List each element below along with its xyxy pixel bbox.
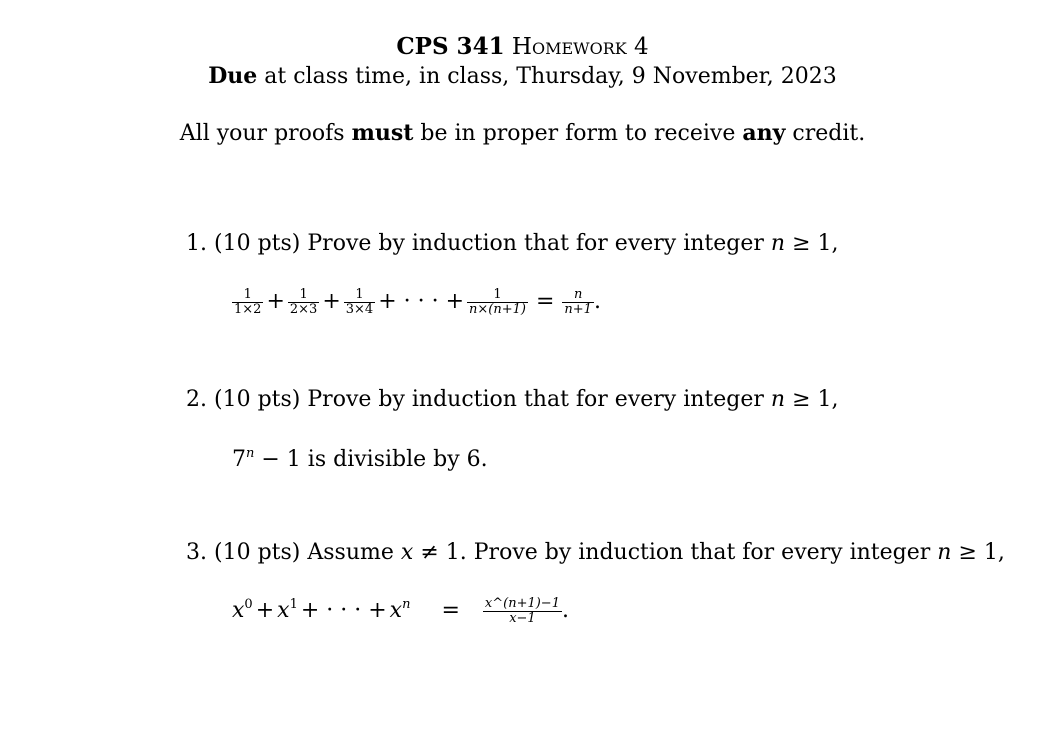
course-code: CPS 341 bbox=[396, 33, 505, 60]
problem-intro: Prove by induction that for every integer bbox=[307, 387, 764, 412]
statement-text: − 1 is divisible by 6. bbox=[254, 447, 488, 472]
due-label: Due bbox=[208, 63, 258, 89]
equals-sign: = bbox=[441, 598, 460, 624]
relation: ≥ 1, bbox=[958, 540, 1005, 565]
fraction-rhs: $\frac{x\^{}(n+1)-1}{x-1}$ bbox=[484, 596, 560, 626]
problem-points: (10 pts) bbox=[214, 387, 301, 412]
problem-points: (10 pts) bbox=[214, 540, 301, 565]
problem-3-equation: $x^0 + x^1$ + · · · + $x^n$ = $\frac{x\^{}(n+1)-1}{x-1}$ . bbox=[232, 596, 569, 626]
proof-notice bbox=[0, 120, 1045, 146]
fraction-term-1: $\frac{1}{1\times 2}$ bbox=[234, 287, 262, 317]
problem-points: (10 pts) bbox=[214, 231, 301, 256]
problem-2-heading bbox=[186, 387, 839, 412]
period: . bbox=[561, 598, 569, 624]
problem-1-heading bbox=[186, 231, 839, 256]
ellipsis: + · · · + bbox=[300, 598, 387, 624]
problem-number: 1. bbox=[186, 231, 207, 256]
page-title bbox=[0, 33, 1045, 60]
assume-word: Assume bbox=[307, 540, 394, 565]
notice-text-2: be in proper form to receive bbox=[413, 121, 743, 146]
relation: ≥ 1, bbox=[792, 231, 839, 256]
problem-1-equation: $\frac{1}{1\times 2}$ + $\frac{1}{2\times 3}$ + $\frac{1}{3\times 4}$ + · · · + $\frac{1}{n\times(n+1)}$ = $\frac{n}{n+1}$ . bbox=[234, 287, 601, 317]
problem-3-heading bbox=[186, 540, 1005, 565]
due-line bbox=[0, 63, 1045, 89]
ellipsis: + · · · + bbox=[378, 289, 465, 315]
assignment-name: Homework 4 bbox=[511, 34, 649, 60]
notice-text-1: All your proofs bbox=[179, 121, 352, 146]
fraction-rhs: $\frac{n}{n+1}$ bbox=[564, 287, 592, 317]
base: 7 bbox=[232, 447, 246, 472]
notice-bold-any: any bbox=[742, 120, 786, 146]
variable-x: x bbox=[400, 540, 414, 565]
due-text: at class time, in class, Thursday, 9 November, 2023 bbox=[257, 64, 837, 89]
problem-intro: Prove by induction that for every integer bbox=[473, 540, 931, 565]
problem-intro: Prove by induction that for every integer bbox=[307, 231, 764, 256]
fraction-term-last: $\frac{1}{n\times(n+1)}$ bbox=[469, 287, 526, 317]
relation: ≥ 1, bbox=[792, 387, 839, 412]
problem-number: 2. bbox=[186, 387, 207, 412]
exponent: n bbox=[246, 446, 255, 461]
problem-2-statement bbox=[232, 446, 488, 472]
problem-number: 3. bbox=[186, 540, 207, 565]
equals-sign: = bbox=[535, 289, 555, 315]
variable-n: n bbox=[770, 231, 786, 256]
fraction-term-3: $\frac{1}{3\times 4}$ bbox=[345, 287, 374, 317]
notice-bold-must: must bbox=[351, 120, 414, 146]
fraction-term-2: $\frac{1}{2\times 3}$ bbox=[289, 287, 318, 317]
notice-text-3: credit. bbox=[785, 121, 866, 146]
variable-n: n bbox=[937, 540, 952, 565]
variable-n: n bbox=[770, 387, 786, 412]
assume-relation: ≠ 1. bbox=[420, 540, 467, 565]
period: . bbox=[593, 289, 601, 315]
